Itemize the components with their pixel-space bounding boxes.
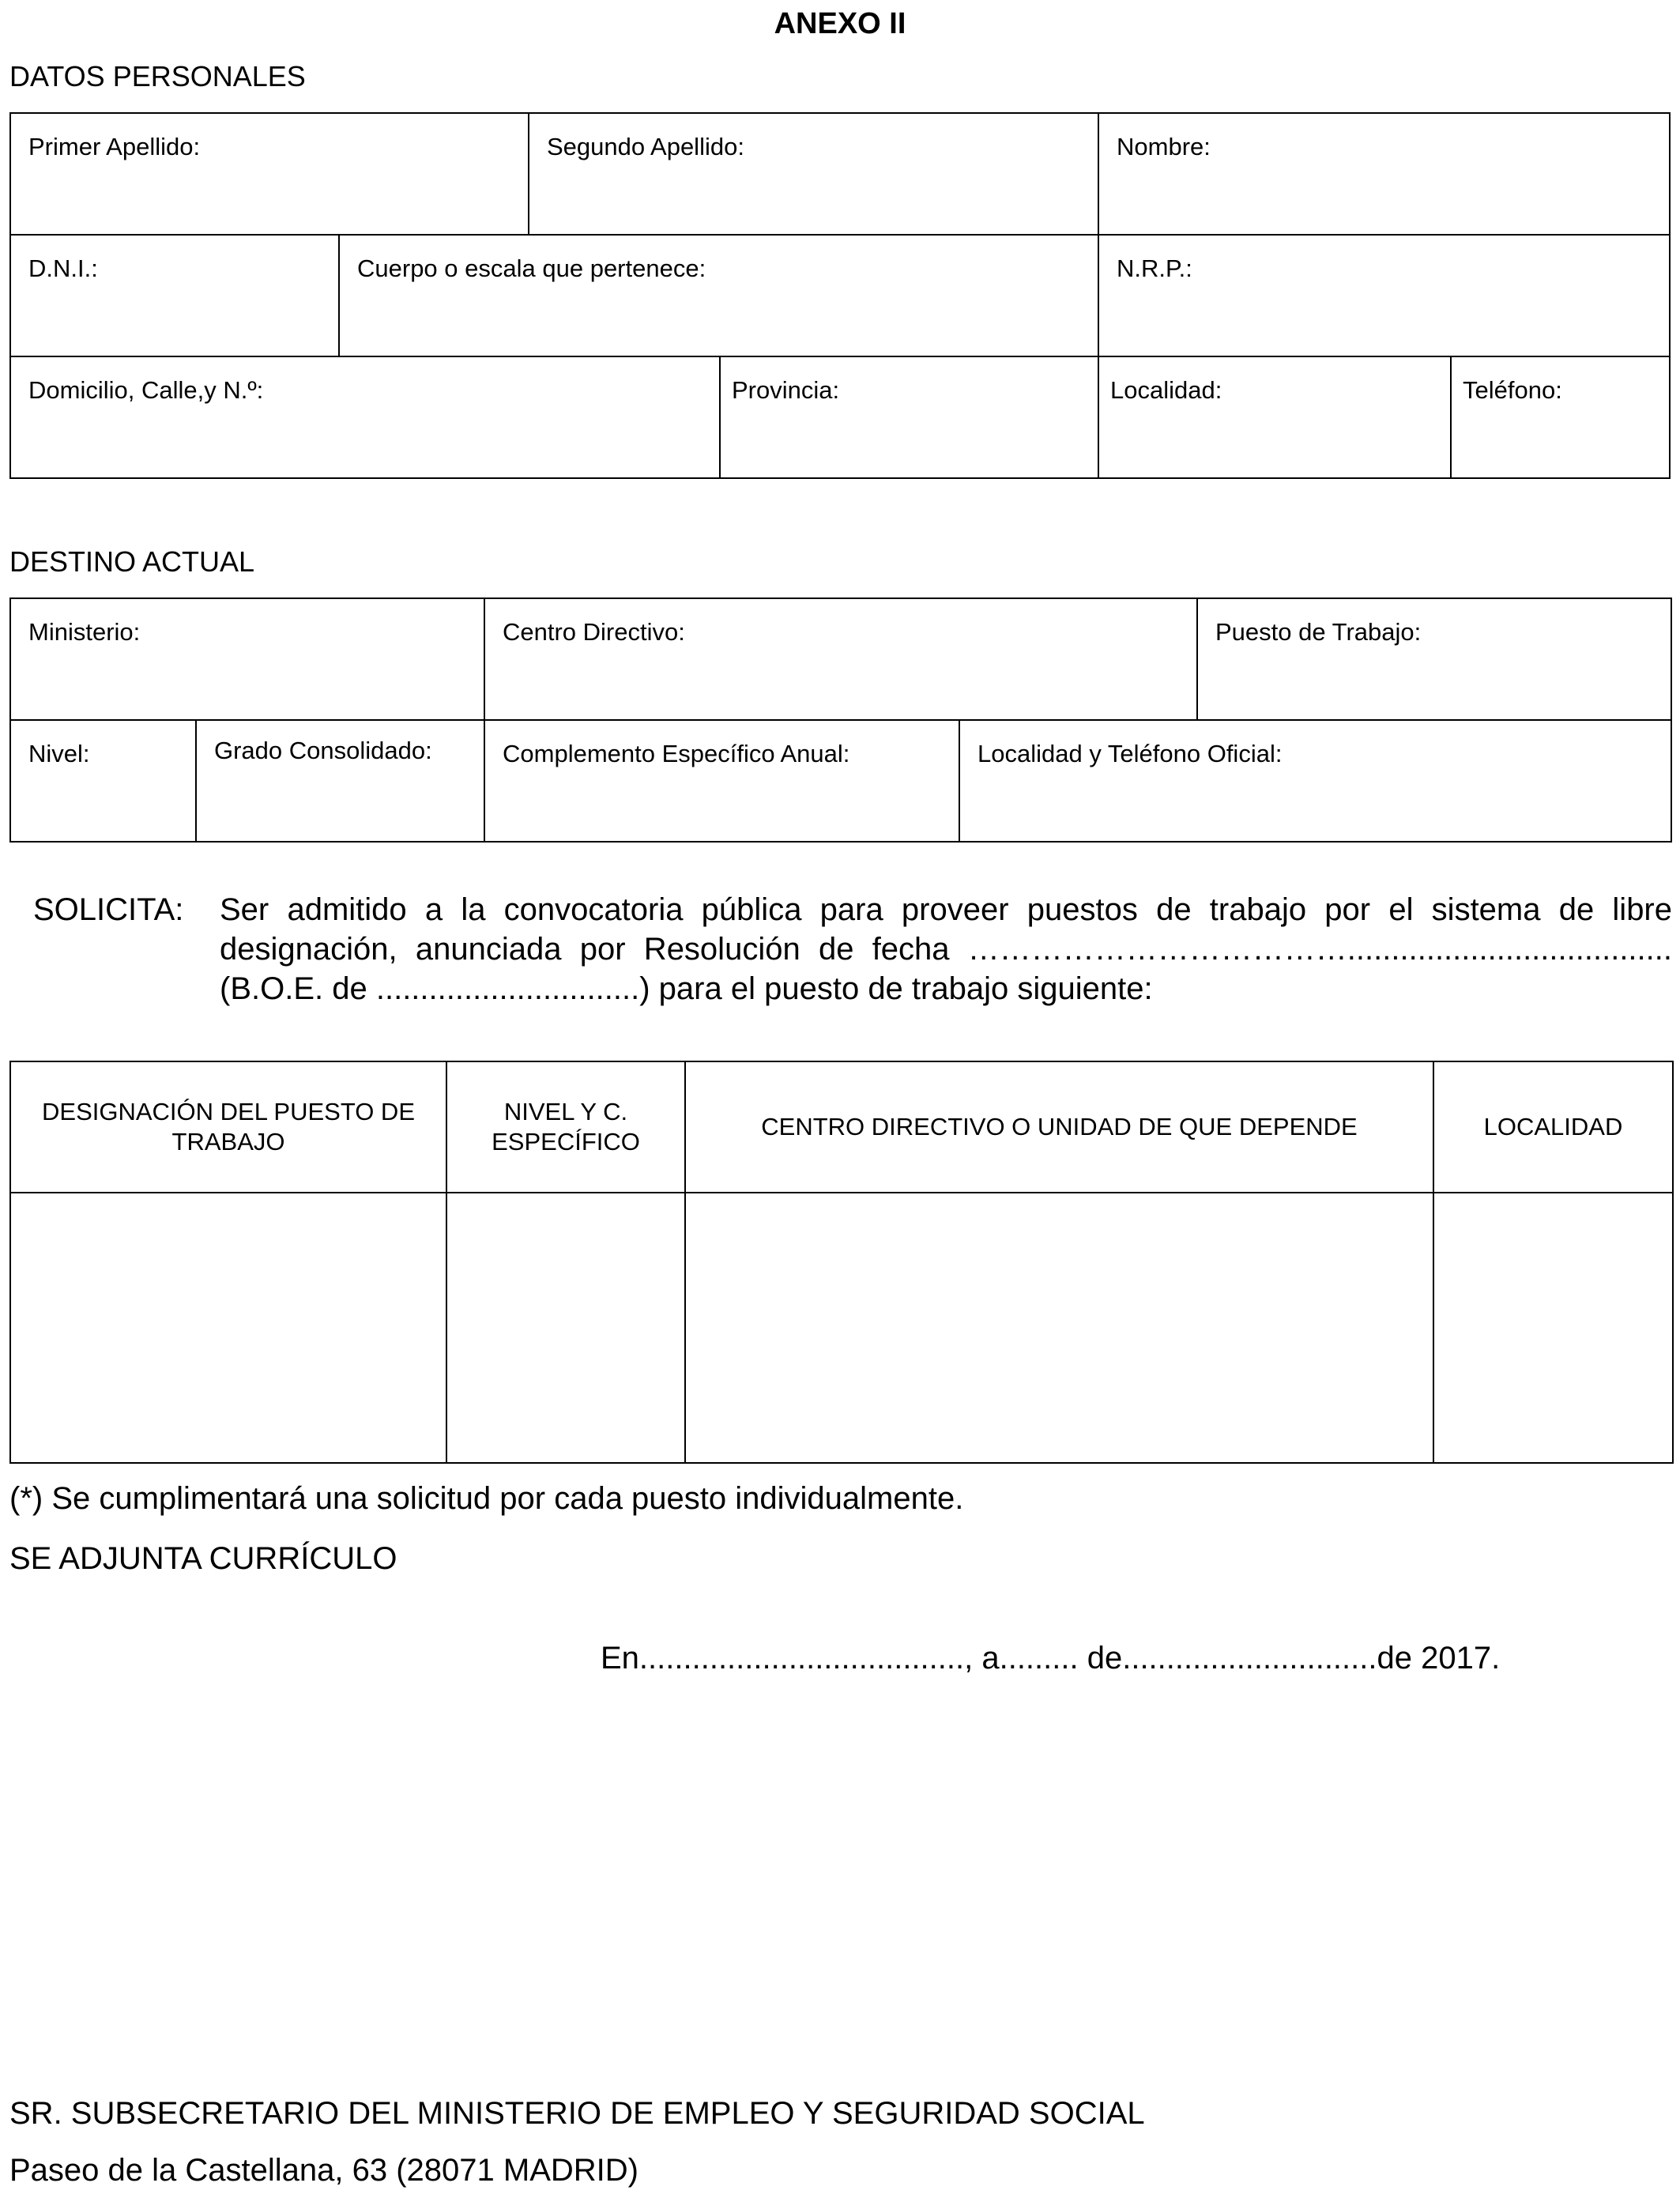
provincia-label: Provincia: — [732, 376, 840, 404]
segundo-apellido-field[interactable] — [529, 114, 1099, 236]
telefono-field[interactable] — [1452, 357, 1671, 479]
puesto-trabajo-field[interactable] — [1198, 599, 1672, 721]
nivel-cell[interactable] — [447, 1193, 686, 1464]
destino-actual-heading: DESTINO ACTUAL — [9, 545, 255, 578]
header-localidad: LOCALIDAD — [1434, 1062, 1674, 1193]
header-nivel: NIVEL Y C. ESPECÍFICO — [447, 1062, 686, 1193]
header-centro-directivo: CENTRO DIRECTIVO O UNIDAD DE QUE DEPENDE — [686, 1062, 1434, 1193]
centro-directivo-label: Centro Directivo: — [503, 618, 685, 646]
destinatario-line-1: SR. SUBSECRETARIO DEL MINISTERIO DE EMPLEO Y SEGURIDAD SOCIAL — [9, 2096, 1145, 2131]
primer-apellido-field[interactable] — [11, 114, 529, 236]
localidad-cell[interactable] — [1434, 1193, 1674, 1464]
domicilio-field[interactable] — [11, 357, 721, 479]
grado-consolidado-field[interactable] — [197, 721, 485, 843]
solicita-line-1: Ser admitido a la convocatoria pública para proveer puestos de trabajo por el sistema de libre — [220, 892, 1672, 927]
cuerpo-label: Cuerpo o escala que pertenece: — [357, 254, 706, 282]
localidad-field[interactable] — [1099, 357, 1452, 479]
nivel-field[interactable] — [11, 721, 197, 843]
datos-personales-form — [9, 112, 1671, 479]
page-title: ANEXO II — [774, 7, 906, 40]
nrp-field[interactable] — [1099, 236, 1671, 357]
cuerpo-field[interactable] — [340, 236, 1099, 357]
centro-directivo-field[interactable] — [485, 599, 1198, 721]
puesto-trabajo-label: Puesto de Trabajo: — [1215, 618, 1422, 646]
solicita-line-3: (B.O.E. de ..............................) para el puesto de trabajo siguiente: — [220, 971, 1153, 1006]
localidad-label: Localidad: — [1110, 376, 1222, 404]
provincia-field[interactable] — [721, 357, 1099, 479]
telefono-label: Teléfono: — [1463, 376, 1562, 404]
localidad-telefono-oficial-label: Localidad y Teléfono Oficial: — [977, 740, 1283, 767]
dni-label: D.N.I.: — [28, 254, 98, 282]
footnote: (*) Se cumplimentará una solicitud por cada puesto individualmente. — [9, 1481, 964, 1516]
solicita-line-2: designación, anunciada por Resolución de fecha ………………………………..................................... — [220, 932, 1672, 967]
centro-directivo-cell[interactable] — [686, 1193, 1434, 1464]
nivel-label: Nivel: — [28, 740, 90, 767]
designacion-cell[interactable] — [11, 1193, 447, 1464]
datos-personales-heading: DATOS PERSONALES — [9, 60, 306, 92]
destino-actual-form — [9, 598, 1672, 843]
puestos-table — [9, 1061, 1674, 1464]
localidad-telefono-oficial-field[interactable] — [960, 721, 1672, 843]
nrp-label: N.R.P.: — [1117, 254, 1192, 282]
ministerio-label: Ministerio: — [28, 618, 141, 646]
destinatario-line-2: Paseo de la Castellana, 63 (28071 MADRID) — [9, 2153, 638, 2188]
nombre-field[interactable] — [1099, 114, 1671, 236]
complemento-especifico-field[interactable] — [485, 721, 960, 843]
header-designacion: DESIGNACIÓN DEL PUESTO DE TRABAJO — [11, 1062, 447, 1193]
segundo-apellido-label: Segundo Apellido: — [547, 133, 744, 160]
complemento-especifico-label: Complemento Específico Anual: — [503, 740, 850, 767]
fecha-linea: En....................................., a......... de.............................de 2017. — [601, 1641, 1501, 1676]
dni-field[interactable] — [11, 236, 340, 357]
nombre-label: Nombre: — [1117, 133, 1211, 160]
primer-apellido-label: Primer Apellido: — [28, 133, 201, 160]
adjunta-curriculo: SE ADJUNTA CURRÍCULO — [9, 1541, 397, 1576]
solicita-text — [220, 890, 1672, 1008]
solicita-label: SOLICITA: — [33, 892, 184, 927]
domicilio-label: Domicilio, Calle,y N.º: — [28, 376, 264, 404]
grado-consolidado-label: Grado Consolidado: — [214, 737, 432, 764]
ministerio-field[interactable] — [11, 599, 485, 721]
